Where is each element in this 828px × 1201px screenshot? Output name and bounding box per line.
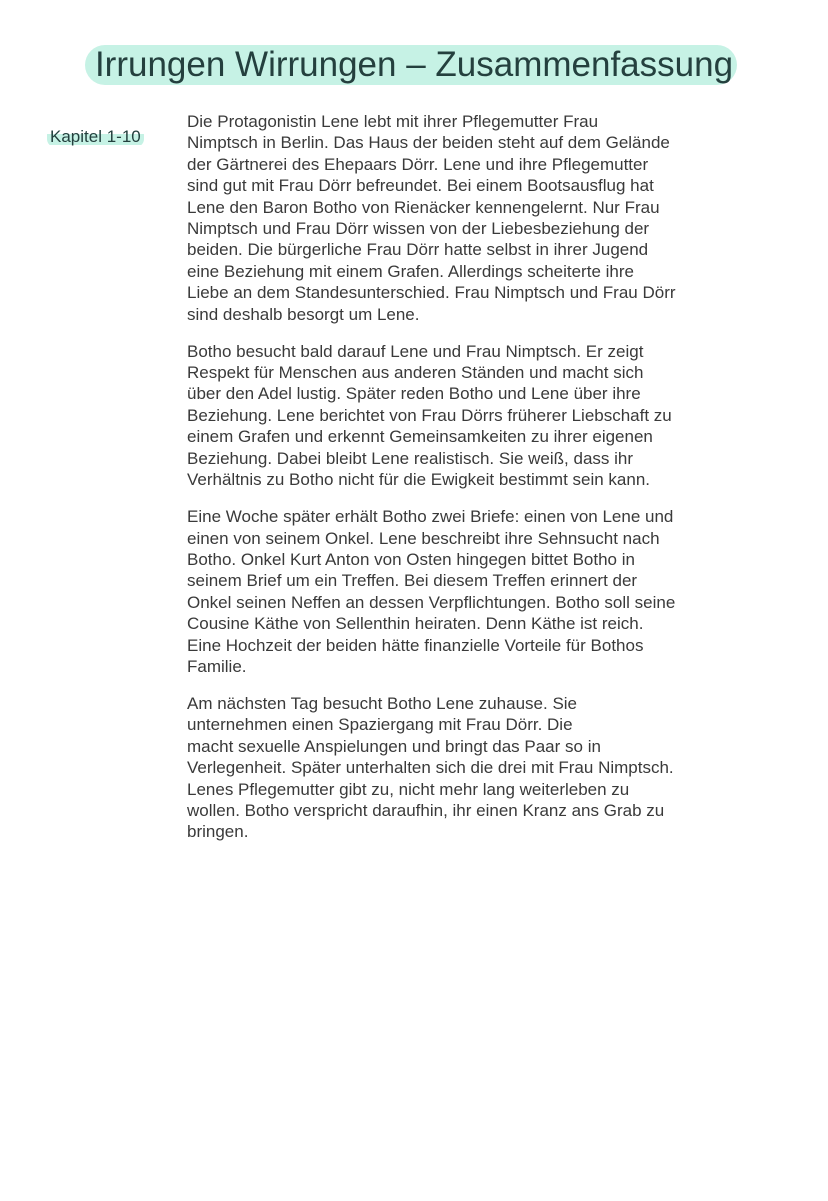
paragraph [187,111,747,325]
paragraph [187,341,747,491]
text-line: einen von seinem Onkel. Lene beschreibt ihre Sehnsucht nach [187,528,660,548]
text-line: sind gut mit Frau Dörr befreundet. Bei einem Bootsausflug hat [187,176,654,196]
text-line: bringen. [187,822,249,842]
text-line: seinem Brief um ein Treffen. Bei diesem Treffen erinnert der [187,571,638,591]
text-line: Die Protagonistin Lene lebt mit ihrer Pflegemutter Frau [187,112,599,131]
text-line: sind deshalb besorgt um Lene. [187,304,420,324]
text-line: Beziehung. Dabei bleibt Lene realistisch. Sie weiß, dass ihr [187,448,634,468]
text-line: Familie. [187,656,247,676]
text-line: Lenes Pflegemutter gibt zu, nicht mehr lang weiterleben zu [187,779,630,799]
text-line: Eine Woche später erhält Botho zwei Briefe: einen von Lene und [187,507,674,527]
text-line: beiden. Die bürgerliche Frau Dörr hatte selbst in ihrer Jugend [187,240,649,260]
text-line: Cousine Käthe von Sellenthin heiraten. Denn Käthe ist reich. [187,614,644,634]
text-line: Respekt für Menschen aus anderen Ständen und macht sich [187,363,644,383]
text-line: der Gärtnerei des Ehepaars Dörr. Lene und ihre Pflegemutter [187,154,649,174]
paragraph [187,693,747,843]
text-line: wollen. Botho verspricht daraufhin, ihr einen Kranz ans Grab zu [187,800,665,820]
text-line: Botho besucht bald darauf Lene und Frau Nimptsch. Er zeigt [187,341,644,361]
paragraph [187,506,747,677]
text-line: Verlegenheit. Später unterhalten sich die drei mit Frau Nimptsch. [187,758,674,778]
text-line: Lene den Baron Botho von Rienäcker kennengelernt. Nur Frau [187,197,660,217]
text-line: Eine Hochzeit der beiden hätte finanzielle Vorteile für Bothos [187,635,644,655]
text-line: macht sexuelle Anspielungen und bringt das Paar so in [187,736,601,756]
text-line: Am nächsten Tag besucht Botho Lene zuhause. Sie [187,693,578,713]
text-line: über den Adel lustig. Später reden Botho und Lene über ihre [187,384,641,404]
text-line: Botho. Onkel Kurt Anton von Osten hingegen bittet Botho in [187,549,635,569]
text-line: Nimptsch in Berlin. Das Haus der beiden steht auf dem Gelände [187,133,670,153]
chapter-label: Kapitel 1-10 [47,127,144,147]
text-line: Verhältnis zu Botho nicht für die Ewigkeit bestimmt sein kann. [187,470,651,490]
text-line: einem Grafen und erkennt Gemeinsamkeiten zu ihrer eigenen [187,427,653,447]
summary-body [187,111,747,858]
text-line: eine Beziehung mit einem Grafen. Allerdings scheiterte ihre [187,261,634,281]
text-line: Beziehung. Lene berichtet von Frau Dörrs früherer Liebschaft zu [187,405,672,425]
text-line: Liebe an dem Standesunterschied. Frau Nimptsch und Frau Dörr [187,283,676,303]
text-line: Onkel seinen Neffen an dessen Verpflichtungen. Botho soll seine [187,592,676,612]
text-line: unternehmen einen Spaziergang mit Frau Dörr. Die [187,715,573,735]
page-title: Irrungen Wirrungen – Zusammenfassung [94,45,734,84]
text-line: Nimptsch und Frau Dörr wissen von der Liebesbeziehung der [187,219,650,239]
